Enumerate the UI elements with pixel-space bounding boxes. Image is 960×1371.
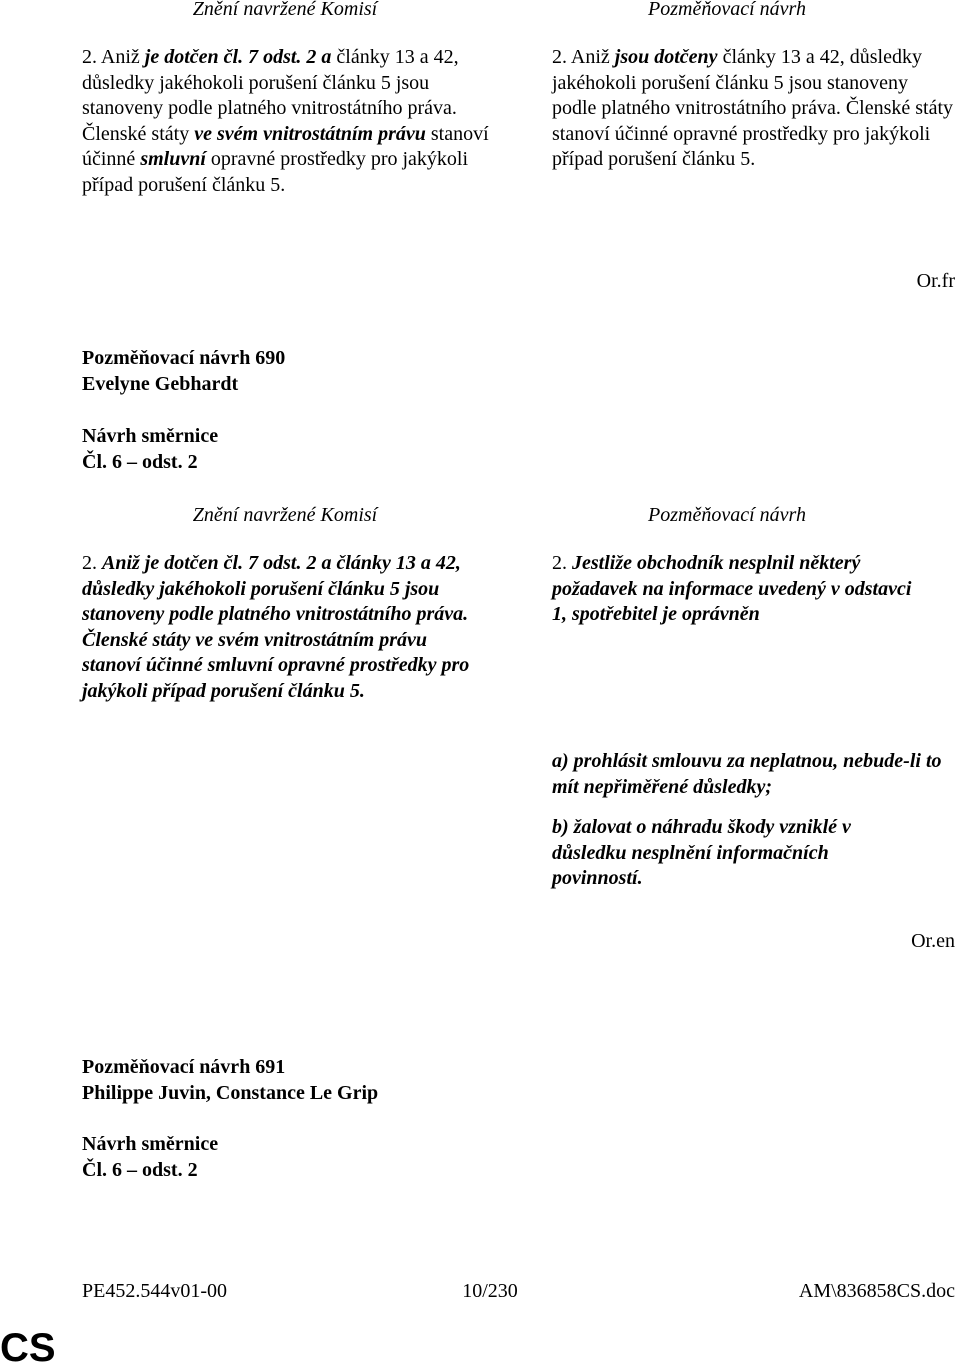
column-header-commission: Znění navržené Komisí <box>192 504 378 526</box>
footer-file-name: AM\836858CS.doc <box>798 1280 955 1302</box>
language-code: CS <box>0 1326 56 1370</box>
list-item-a: a) prohlásit smlouvu za neplatnou, nebude-li to mít nepřiměřené důsledky; <box>552 750 942 798</box>
column-header-amendment: Pozměňovací návrh <box>648 0 806 20</box>
article-reference: Čl. 6 – odst. 2 <box>82 451 198 473</box>
amendment-691-authors: Philippe Juvin, Constance Le Grip <box>82 1082 379 1104</box>
proposal-label: Návrh směrnice <box>82 425 219 447</box>
list-item-b: b) žalovat o náhradu škody vzniklé v důsledku nesplnění informačních povinností. <box>552 816 851 889</box>
amendment-text: 2. Jestliže obchodník nesplnil některý požadavek na informace uvedený v odstavci 1, spotřebitel je oprávněn <box>552 552 912 625</box>
amendment-690-author: Evelyne Gebhardt <box>82 373 239 395</box>
amendment-691-title: Pozměňovací návrh 691 <box>82 1056 286 1078</box>
amendment-690-title: Pozměňovací návrh 690 <box>82 347 286 369</box>
proposal-label: Návrh směrnice <box>82 1133 219 1155</box>
column-header-amendment: Pozměňovací návrh <box>648 504 806 526</box>
article-reference: Čl. 6 – odst. 2 <box>82 1159 198 1181</box>
column-header-commission: Znění navržené Komisí <box>192 0 378 20</box>
amendment-text: 2. Aniž jsou dotčeny články 13 a 42, důsledky jakéhokoli porušení článku 5 jsou stanoveny podle platného vnitrostátního práva. Členské státy stanoví účinné opravné prostředky pro jakýkoli případ porušení článku 5. <box>552 46 954 170</box>
origin-language: Or.en <box>911 930 955 952</box>
footer-doc-ref: PE452.544v01-00 <box>82 1280 227 1302</box>
commission-text: 2. Aniž je dotčen čl. 7 odst. 2 a články 13 a 42, důsledky jakéhokoli porušení článku 5 jsou stanoveny podle platného vnitrostátního práva. Členské státy ve svém vnitrostátním právu stanoví účinné smluvní opravné prostředky pro jakýkoli případ porušení článku 5. <box>82 552 470 702</box>
commission-text: 2. Aniž je dotčen čl. 7 odst. 2 a články 13 a 42, důsledky jakéhokoli porušení článku 5 jsou stanoveny podle platného vnitrostátního práva. Členské státy ve svém vnitrostátním právu stanoví účinné smluvní opravné prostředky pro jakýkoli případ porušení článku 5. <box>82 46 489 196</box>
footer-page-number: 10/230 <box>462 1280 518 1302</box>
origin-language: Or.fr <box>916 270 955 292</box>
